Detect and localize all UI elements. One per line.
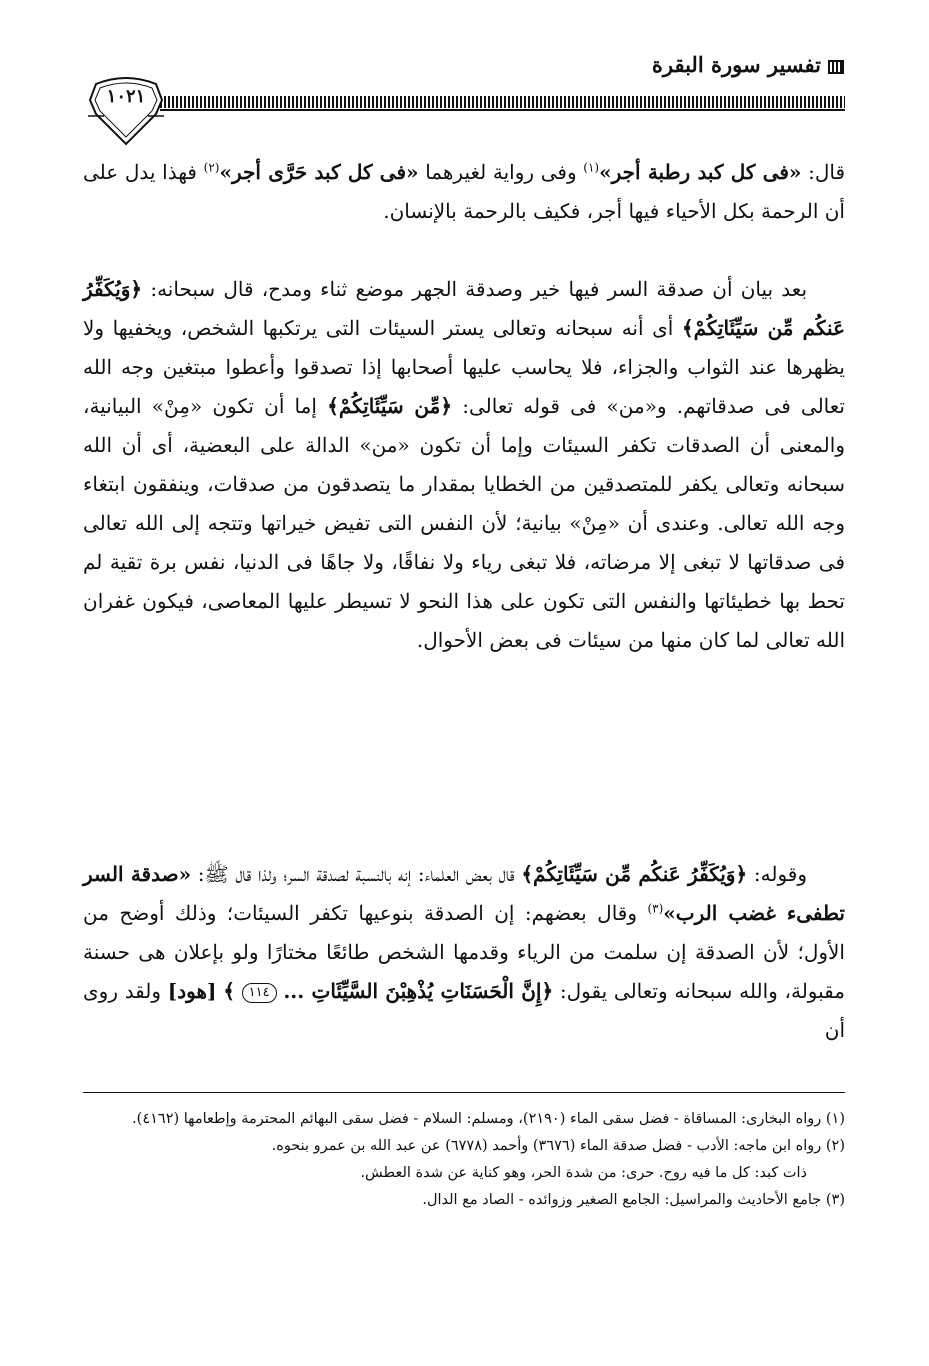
paragraph-1 (83, 153, 845, 231)
footnote-2-note: ذات كبد: كل ما فيه روح. حرى: من شدة الحر، وهو كناية عن شدة العطش. (360, 1165, 807, 1181)
footnotes (75, 1106, 845, 1214)
footnote-2: (٢) رواه ابن ماجه: الأدب - فضل صدقة الماء (٣٦٧٦) وأحمد (٦٧٧٨) عن عبد الله بن عمرو بنحوه. (271, 1138, 845, 1154)
p1-middle-text: وفى رواية لغيرهما (425, 160, 577, 184)
p1-end-text: فهذا يدل على أن الرحمة بكل الأحياء فيها أجر، فكيف بالرحمة بالإنسان. (83, 160, 845, 223)
p2-text-b: أى أنه سبحانه وتعالى يستر السيئات التى يرتكبها الشخص، ويخفيها ولا يظهرها عند الثواب والجزاء، فلا يحاسب عليها أصحابها إذا تصدقوا وأعطوا مبتغين وجه الله تعالى فى صدقاتهم. و«من» فى قوله تعالى: (83, 316, 845, 418)
hadith-quote-2: «فى كل كبد حَرَّى أجر» (219, 160, 419, 184)
header-rule-ornament (160, 96, 845, 108)
footnote-ref-2[interactable]: (٢) (203, 160, 220, 175)
quran-verse-2: ﴿مِّن سَيِّئَاتِكُمْ﴾ (327, 394, 453, 418)
footnote-1: (١) رواه البخارى: المساقاة - فضل سقى الماء (٢١٩٠)، ومسلم: السلام - فضل سقى البهائم المحترمة وإطعامها (٤١٦٢). (132, 1111, 845, 1127)
p3-text-c: وقال بعضهم: إن الصدقة بنوعيها تكفر السيئات؛ وذلك أوضح من الأول؛ لأن الصدقة إن سلمت من الرياء وقدمها الشخص طائعًا مختارًا ولو بإعلان هى حسنة مقبولة، والله سبحانه وتعالى يقول: (83, 901, 845, 1003)
header-ornament-icon (827, 58, 845, 76)
footnote-divider (83, 1092, 845, 1093)
page-number: ١٠٢١ (106, 86, 146, 107)
footnote-3: (٣) جامع الأحاديث والمراسيل: الجامع الصغير وزوائده - الصاد مع الدال. (422, 1192, 845, 1208)
header-rule-line (160, 109, 845, 111)
paragraph-3 (83, 855, 845, 1050)
quran-verse-4-close: ﴾ (223, 979, 235, 1003)
quran-verse-1: ﴿وَيُكَفِّرُ عَنكُم مِّن سَيِّئَاتِكُمْ﴾ (83, 277, 845, 340)
p2-text-c: إما أن تكون «مِنْ» البيانية، والمعنى أن الصدقات تكفر السيئات وإما أن تكون «من» الدالة على البعضية، أى أن الله سبحانه وتعالى يكفر للمتصدقين من الخطايا بمقدار ما يتصدقون من صدقات، وينفقون ابتغاء وجه الله تعالى. وعندى أن «مِنْ» بيانية؛ لأن النفس التى تفيض خيراتها وتتجه إلى الله تعالى فى صدقاتها لا تبغى إلا مرضاته، فلا تبغى رياء ولا نفاقًا، ولا جاهًا فى الدنيا، نفس برة تقية لم تحط بها خطيئاتها والنفس التى تكون على هذا النحو لا تسيطر عليها المعاصى، فيكون غفران الله تعالى لما كان منها من سيئات فى بعض الأحوال. (83, 394, 845, 652)
p3-text-a: وقوله: (753, 862, 807, 886)
p3-text-d: ولقد روى أن (83, 979, 845, 1042)
footnote-ref-3[interactable]: (٣) (647, 901, 664, 916)
p3-text-b: قال بعض العلماء: إنه بالنسبة لصدقة السر؛ ولذا قال ﷺ: (197, 862, 515, 886)
ayah-number-marker: ١١٤ (242, 983, 277, 1003)
p1-said: قال: (808, 160, 846, 184)
footnote-ref-1[interactable]: (١) (583, 160, 600, 175)
running-header-title: تفسير سورة البقرة (651, 52, 821, 77)
hadith-quote-3: «صدقة السر تطفىء غضب الرب» (83, 862, 846, 925)
quran-verse-4: ﴿إِنَّ الْحَسَنَاتِ يُذْهِبْنَ السَّيِّئَاتِ ... (283, 979, 554, 1003)
quran-verse-3: ﴿وَيُكَفِّرُ عَنكُم مِّن سَيِّئَاتِكُمْ﴾ (521, 862, 748, 886)
surah-reference: [هود] (167, 979, 217, 1003)
paragraph-2 (83, 270, 845, 660)
p2-text-a: بعد بيان أن صدقة السر فيها خير وصدقة الجهر موضع ثناء ومدح، قال سبحانه: (150, 277, 808, 301)
page-number-badge-icon (84, 70, 168, 150)
hadith-quote-1: «فى كل كبد رطبة أجر» (599, 160, 802, 184)
